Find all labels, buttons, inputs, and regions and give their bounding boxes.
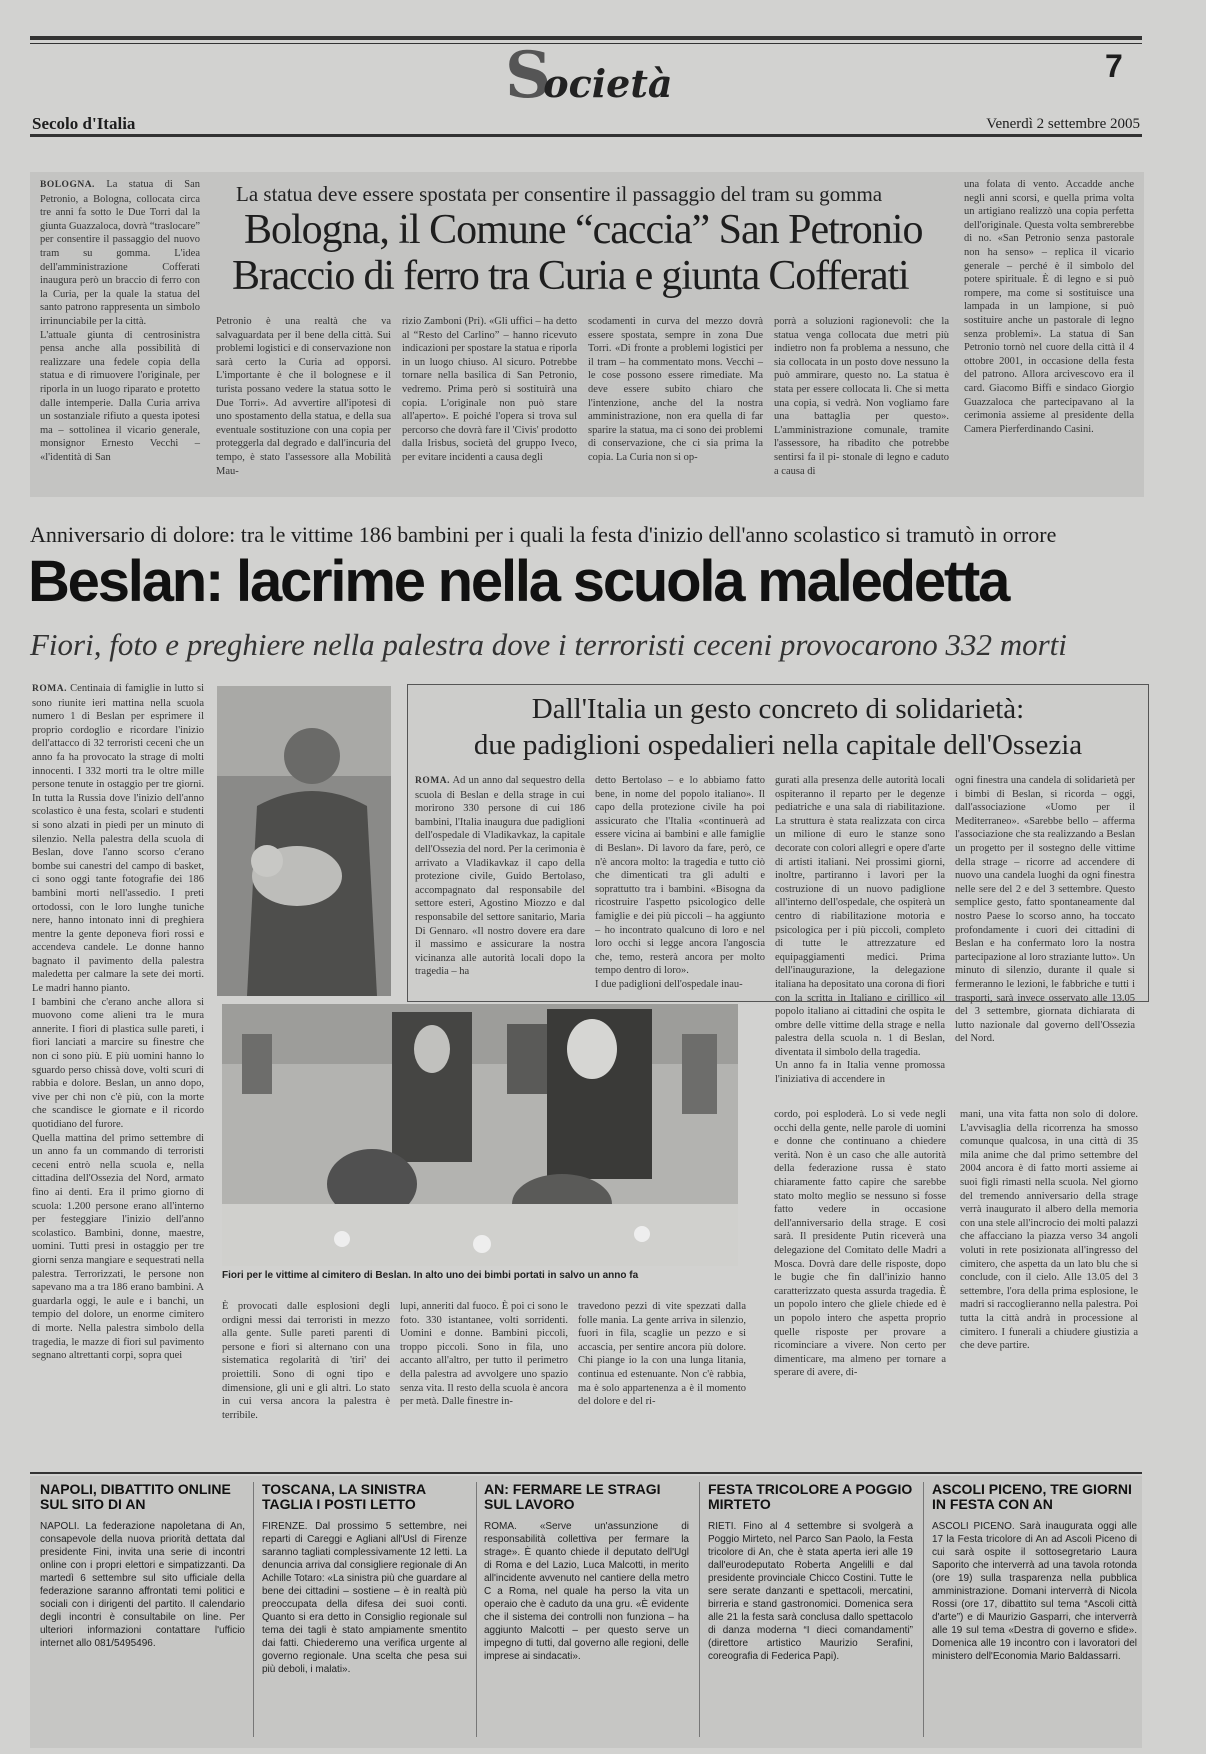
brief-napoli <box>40 1482 245 1737</box>
brief-toscana <box>262 1482 467 1737</box>
solidarity-col1-text: Ad un anno dal sequestro della scuola di Beslan e della strage in cui morirono 330 persone di cui 186 bambini, l'Italia inaugura due padiglioni dell'ospedale di Vladikavkaz, la capitale dell'Ossezia del nord. Per la cerimonia è arrivato a Vladikavkaz il capo della protezione civile, Guido Bertolaso, accompagnato dal responsabile del settore esteri, Agostino Miozzo e dal responsabile del settore sanitario, Maria Di Gennaro. «Il nostro dovere era dare il massimo e assicurare la nostra vicinanza alle autorità locali dopo la tragedia – ha <box>415 775 585 978</box>
brief-lavoro-text: ROMA. «Serve un'assunzione di responsabilità collettiva per fermare la strage». È quanto chiede il deputato dell'Ugl di Roma e del Lazio, Luca Malcotti, in merito all'incidente avvenuto nel cantiere della metro C a Roma, nel quale ha perso la vita un operaio che è caduto da una gru. «È evidente che il sistema dei controlli non funziona – ha aggiunto Malcotti – per questo serve un impegno di tutti, dal governo alle regioni, delle imprese ai sindacati». <box>484 1521 689 1662</box>
story1-column-5: porrà a soluzioni ragionevoli: che la statua venga collocata due metri più indietro non fa problema a nessuno, che sia collocata in un posto dove nessuno la può ammirare, questo no. La statua è stata per essere collocata lì. Che si metta una copia, si vedrà. Non vogliamo fare una battaglia per questo». L'amministrazione comunale, tramite l'assessore, ha ribadito che potrebbe sentirsi fa il pi- stonale di legno e caduto a causa di <box>774 316 949 477</box>
brief-napoli-title: NAPOLI, DIBATTITO ONLINE SUL SITO DI AN <box>40 1481 231 1512</box>
section-title-rest: ocietà <box>543 61 673 106</box>
solidarity-dateline: ROMA. <box>415 776 450 786</box>
solidarity-column-3: gurati alla presenza delle autorità locali ospiteranno il reparto per le degenze pediatriche e una sala di riabilitazione. La struttura è stata realizzata con circa un milione di euro le stanze sono decorate con colori allegri e opere d'arte di artisti italiani. Nei prossimi giorni, inoltre, partiranno i lavori per la costruzione di un nuovo padiglione all'interno dell'ospedale, che ospiterà un centro di riabilitazione motoria e psicologica per i più piccoli, completo di tutte le attrezzature ed equipaggiamenti medici. Prima dell'inaugurazione, la delegazione italiana ha depositato una corona di fiori con la scritta in Italiano e cirillico «il popolo italiano ai cittadini che ospita le ombre delle vittime della strage e nella palestra della scuola n. 1 di Beslan, diventata il simbolo della tragedia. Un anno fa in Italia venne promossa l'iniziativa di accendere in <box>775 775 945 1086</box>
brief-ascoli-text: ASCOLI PICENO. Sarà inaugurata oggi alle 17 la Festa tricolore di An ad Ascoli Piceno di cui sarà ospite il sottosegretario Laura Saporito che interverrà ad una tavola rotonda (ore 19) sulla trasparenza nella pubblica amministrazione. Domani interverrà di Nicola Rossi (ore 17, dibattito sul tema “Ascoli città d'arte”) e di Maurizio Gasparri, che interverrà alle 19 sul tema «Destra di governo e sfide». Domenica alle 19 incontro con i lavoratori del ministero dell'Economia Mario Baldassarri. <box>932 1521 1137 1662</box>
brief-divider <box>476 1482 477 1737</box>
story2-column-4: cordo, poi esploderà. Lo si vede negli occhi della gente, nelle parole di uomini e donne che continuano a chiedere verità. Non è un caso che alle autorità della federazione russa è stato chiaramente fatto capire che sarebbe stato molto meglio se nessuno si fosse fatto vedere in occasione dell'anniversario della strage. E così sarà. Il presidente Putin riceverà una delegazione del Comitato delle Madri a Mosca. Dovrà dare delle risposte, dopo le bugie che fin dall'inizio hanno caratterizzato questa assurda tragedia. È un popolo intero che gliele chiede ed è un popolo intero che aspetta proprio quelle risposte per provare a ricominciare a vivere. Non certo per dimenticare, ma almeno per tornare a sperare di avere, di- <box>774 1109 946 1379</box>
story2-kicker: Anniversario di dolore: tra le vittime 186 bambini per i quali la festa d'inizio dell'anno scolastico si tramutò in orrore <box>30 522 1057 547</box>
story1-subheadline: Braccio di ferro tra Curia e giunta Cofferati <box>232 253 909 299</box>
story2-column-5: mani, una vita fatta non solo di dolore. L'avvisaglia della ricorrenza ha smosso comunque qualcosa, in una città di 35 mila anime che dal primo settembre del 2004 ancora è di fatto morti assieme ai suoi figli rimasti nella scuola. Nel giorno del tremendo anniversario della strage verrà inaugurato il albero della memoria con una stele all'incrocio dei molti palazzi che affacciano la piazza verso 34 angoli voluti in rete posizionata all'ingresso del cimitero, che aspetta da un lato blu che si conclude, con il cielo. Alle 13.05 del 3 settembre, l'ora della prima esplosione, le madri si raccoglieranno nella palestra. Poi tutta la città andrà in processione al cimitero. I funerali a chiudere giustizia a che deve partire. <box>960 1109 1138 1352</box>
cemetery-photo-art <box>222 1004 738 1266</box>
solidarity-column-1 <box>415 774 585 984</box>
story2-dateline: ROMA. <box>32 684 67 694</box>
cemetery-photo <box>222 1004 738 1266</box>
story2-left-text: Centinaia di famiglie in lutto si sono riunite ieri mattina nella scuola numero 1 di Beslan per esprimere il proprio cordoglio e ricordare l'inizio dell'attacco di 32 terroristi ceceni che un anno fa ha provocato la strage di molti innocenti. I 332 morti tra le oltre mille persone tenute in ostaggio per tre giorni. In tutta la Russia dove l'inizio dell'anno scolastico è una festa, scolari e studenti si sono alzati in piedi per un minuto di silenzio. Nella palestra della scuola di Beslan, dove l'anno scorso c'erano bombe sui canestri del campo di basket, ci sono oggi tante fotografie dei 186 bambini morti nell'assedio. I preti ortodossi, con le loro lunghe tuniche nere, hanno intonato inni di preghiera mentre la gente deponeva fiori rossi e accendeva candele. Le donne hanno bagnato il pavimento della palestra maledetta per calmare la sete dei morti. Le madri hanno pianto. I bambini che c'erano anche allora si muovono come alieni tra le mura annerite. I fiori di plastica sulle pareti, i fiori lanciati a marcire su finestre che non ci sono più. E più uomini hanno lo sguardo perso chissà dove, volti scuri di rabbia e dolore. Beslan, un anno dopo, vive per chi non c'è più, con la morte che scandisce le giornate e il ricordo quotidiano del furore. Quella mattina del primo settembre di un anno fa un commando di terroristi ceceni entrò nella scuola e, nella cittadina dell'Ossezia del Nord, armato fino ai denti. Era il primo giorno di scuola: 1.200 persone erano all'interno per festeggiare l'inizio dell'anno scolastico. Bambini, donne, maestre, uomini. Tutti presi in ostaggio per tre giorni senza mangiare e sequestrati nella palestra. Terrorizzati, le persone non sapevano ma a tra 186 erano bambini. A guardarla oggi, le aule e i banchi, un tempio del dolore, un enorme cimitero di morte. Nella palestra simbolo della tragedia, le mazze di fiori sul pavimento segnano altrettanti corpi, sopra quei <box>32 683 204 1362</box>
beslan-rescue-photo <box>217 686 391 996</box>
brief-divider <box>923 1482 924 1737</box>
photo-caption: Fiori per le vittime al cimitero di Beslan. In alto uno dei bimbi portati in salvo un anno fa <box>222 1270 639 1281</box>
story2-column-bottom-1: È provocati dalle esplosioni degli ordigni messi dai terroristi in mezzo alla gente. Sulle pareti parenti di persone e fiori si alternano con una sistematica regolarità di 'tiri' dei proiettili. Sono di ogni tipo e dimensione, gli uni e gli altri. Lo stato in cui versa ancora la palestra è terribile. <box>222 1301 390 1421</box>
brief-napoli-text: NAPOLI. La federazione napoletana di An, consapevole della nuova priorità dettata dal presidente Fini, invita una serie di incontri online con i propri elettori e simpatizzanti. Da martedì 6 settembre sul sito ufficiale della federazione saranno affrontati temi politici e sociali con i dirigenti del partito. Il calendario degli incontri è consultabile on line. Per ulteriori informazioni contattare l'ufficio internet allo 081/5495496. <box>40 1521 245 1649</box>
solidarity-column-4: ogni finestra una candela di solidarietà per i bimbi di Beslan, si ricorda – oggi, dall'associazione «Uomo per il Mediterraneo». «Sarebbe bello – afferma l'associazione che sta realizzando a Beslan un progetto per il sostegno delle vittime della strage – ricorre ad accendere di nuovo una candela luoghi da ogni finestra nelle sere del 2 e del 3 settembre. Questo semplice gesto, fatto spontaneamente dal nostro Paese lo scorso anno, ha toccato profondamente i cuori dei cittadini di Beslan e ha confermato loro la nostra partecipazione al loro straziante lutto». Un minuto di silenzio, durante il quale si fermeranno le lezioni, le fabbriche e tutti i trasporti, sarà invece osservato alle 13.05 del 3 settembre, giornata dichiarata di lutto nazionale dal governo dell'Ossezia del Nord. <box>955 775 1135 1045</box>
brief-ascoli-title: ASCOLI PICENO, TRE GIORNI IN FESTA CON AN <box>932 1481 1132 1512</box>
story1-left-column <box>40 178 200 483</box>
story2-headline: Beslan: lacrime nella scuola maledetta <box>28 549 1009 614</box>
issue-date: Venerdì 2 settembre 2005 <box>986 116 1140 132</box>
brief-divider <box>253 1482 254 1737</box>
brief-poggio <box>708 1482 913 1737</box>
story2-left-column <box>32 682 204 1462</box>
section-title-initial: S <box>505 38 552 113</box>
story1-left-text: La statua di San Petronio, a Bologna, collocata circa tre anni fa sotto le Due Torri dal la giunta Guazzaloca, dovrà “traslocare” per consentire il passaggio del nuovo tram su gomma. L'idea dell'amministrazione Cofferati inaugura però un braccio di ferro con la Curia, per la quale la statua del santo patrono rappresenta un simbolo irrinunciabile per la città. L'attuale giunta di centrosinistra pensa anche alla possibilità di realizzare una fedele copia della statua e di rimuovere l'originale, per riporla in un luogo riparato e protetto dalle intemperie. Dalla Curia arriva un sostanziale rifiuto a questa ipotesi ma – sottolinea il vicario generale, monsignor Ernesto Vecchi – «l'identità di San <box>40 179 200 463</box>
brief-lavoro <box>484 1482 689 1737</box>
brief-poggio-text: RIETI. Fino al 4 settembre si svolgerà a Poggio Mirteto, nel Parco San Paolo, la Festa tricolore di An, che è stata aperta ieri alle 19 dall'eurodeputato Roberta Angelilli e dal presidente provinciale Chicco Costini. Tutte le sere serate danzanti e spettacoli, mercatini, birreria e stand gastronomici. Domenica sera alle 21 la festa sarà conclusa dallo spettacolo di danza moderna “I dieci comandamenti” (direttore artistico Maurizio Serafini, coreografia di Federica Papi). <box>708 1521 913 1662</box>
solidarity-heading: Dall'Italia un gesto concreto di solidarietà: <box>531 693 1025 725</box>
story1-column-4: scodamenti in curva del mezzo dovrà essere spostata, sempre in zona Due Torri. «Di fronte a problemi logistici per il tram – ha commentato mons. Vecchi – le cose possono essere rimediate. Ma deve essere subito chiaro che l'intenzione, anche del la nostra amministrazione, non era quella di far sparire la statua, ma ci sono dei problemi di conservazione, che ci sia prima la copia. La Curia non si op- <box>588 316 763 463</box>
brief-divider <box>699 1482 700 1737</box>
brief-poggio-title: FESTA TRICOLORE A POGGIO MIRTETO <box>708 1481 913 1512</box>
section-title <box>505 38 705 114</box>
story1-column-2: Petronio è una realtà che va salvaguardata per il bene della città. Sui problemi logistici e di conservazione non sarà certo la Curia ad opporsi. L'importante è che il bolognese e il turista possano vedere la statua sotto le Due Torri». Ad avvertire all'ipotesi di uno spostamento della statua, e della sua eventuale sostituzione con una copia per proteggerla dal degrado e dall'incuria del tempo, è stato l'assessore alla Mobilità Mau- <box>216 316 391 477</box>
briefs-rule <box>30 1472 1142 1474</box>
masthead-rule <box>30 134 1142 137</box>
story2-column-bottom-3: travedono pezzi di vite spezzati dalla folle mania. La gente arriva in silenzio, fuori in fila, scaglie un pezzo e si accascia, per sentire ancora più dolore. Chi piange io la con una lunga litania, continua ed estenuante. Non c'è rabbia, ma è solo appartenenza a è il momento del dolore e del ri- <box>578 1301 746 1408</box>
brief-lavoro-title: AN: FERMARE LE STRAGI SUL LAVORO <box>484 1481 661 1512</box>
solidarity-column-2: detto Bertolaso – e lo abbiamo fatto bene, in nome del popolo italiano». Il capo della protezione civile ha poi assicurato che l'Italia «continuerà ad essere vicina ai bambini e alle famiglie di Beslan». Di lavoro da fare, però, ce n'è ancora molto: la tragedia e tutto ciò che dimenticati tra gli adulti e soprattutto tra i bambini. «Bisogna da ricostruire l'aspetto psicologico delle famiglie e dei più piccoli – ha aggiunto – ho incontrato qualcuno di loro e nel loro occhi si legge ancora l'angoscia che, temo, resterà ancora per molto tempo dentro di loro». I due padiglioni dell'ospedale inau- <box>595 775 765 990</box>
top-rule <box>30 36 1142 40</box>
brief-toscana-title: TOSCANA, LA SINISTRA TAGLIA I POSTI LETTO <box>262 1481 426 1512</box>
story1-dateline: BOLOGNA. <box>40 180 95 190</box>
brief-toscana-text: FIRENZE. Dal prossimo 5 settembre, nei reparti di Careggi e Agliani all'Usl di Firenze saranno tagliati complessivamente 12 letti. La denuncia arriva dal consigliere regionale di An Achille Totaro: «La sinistra più che guardare al bene dei cittadini – sostiene – è in realtà più preoccupata della difesa dei suoi conti. Quanto si era detto in Consiglio regionale sul tema dei tagli è stato ampiamente smentito dai fatti. Chiederemo una verifica urgente al governo regionale. Una scelta che pesa sui più deboli, i malati». <box>262 1521 467 1675</box>
story1-kicker: La statua deve essere spostata per consentire il passaggio del tram su gomma <box>236 182 883 206</box>
solidarity-subheading: due padiglioni ospedalieri nella capitale dell'Ossezia <box>473 729 1083 761</box>
story1-column-3: rizio Zamboni (Pri). «Gli uffici – ha detto al “Resto del Carlino” – hanno ricevuto indicazioni per spostare la statua e riporla in un luogo chiuso. Al sicuro. Potrebbe tornare nella basilica di San Petronio, vedremo. Prima però si sostituirà una copia. L'originale non può stare all'aperto». E poiché l'opera si trova sul percorso che dovrà fare il 'Civis' prodotto dalla Irisbus, società del gruppo Iveco, per evitare incidenti a causa degli <box>402 316 577 463</box>
paper-name: Secolo d'Italia <box>32 114 136 133</box>
story2-subhead: Fiori, foto e preghiere nella palestra dove i terroristi ceceni provocarono 332 morti <box>30 627 1067 662</box>
page-number: 7 <box>1105 48 1123 84</box>
brief-ascoli <box>932 1482 1137 1737</box>
rescue-photo-art <box>217 686 391 996</box>
story2-column-bottom-2: lupi, anneriti dal fuoco. È poi ci sono le foto. 330 istantanee, volti sorridenti. Uomini e donne. Bambini piccoli, troppo piccoli. Sono in fila, uno accanto all'altro, per tutto il perimetro della palestra ad avvolgere uno spazio senza vita. Il resto della scuola è ancora per metà. Dalle finestre in- <box>400 1301 568 1408</box>
story1-headline: Bologna, il Comune “caccia” San Petronio <box>244 207 923 253</box>
story1-right-column: una folata di vento. Accadde anche negli anni scorsi, e quella prima volta un artigiano realizzò una copia perfetta dell'originale. Questa volta sembrerebbe di no. «San Petronio senza pastorale non ha senso» – replica il vicario generale – perché è il simbolo del potere spirituale. È di legno e si può rompere, ma come si sostituisce una lampada in un lampione, si può sostituire anche un pastorale di legno senza problemi». La statua di San Petronio tornò nel cuore della città il 4 ottobre 2001, in occasione della festa del patrono. Allora arcivescovo era il card. Giacomo Biffi e sindaco Giorgio Guazzaloca che partecipavano al la cerimonia assieme al presidente della Camera Pierferdinando Casini. <box>964 179 1134 435</box>
